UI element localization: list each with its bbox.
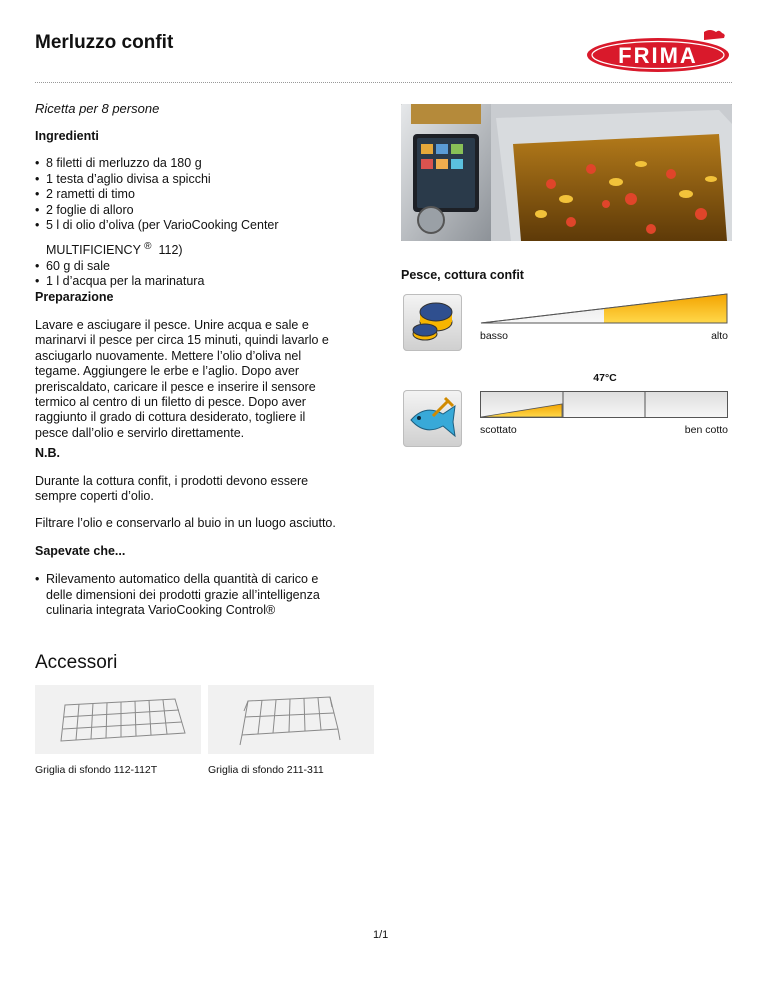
intensity-high-label: alto xyxy=(711,330,728,342)
temperature-label: 47°C xyxy=(593,372,617,384)
servings: Ricetta per 8 persone xyxy=(35,101,160,116)
nb-text-1: Durante la cottura confit, i prodotti devono essere sempre coperti d’olio. xyxy=(35,474,309,504)
logo-text: FRIMA xyxy=(618,43,698,68)
accessory-image xyxy=(35,685,201,754)
prep-text: Lavare e asciugare il pesce. Unire acqua e sale e marinarvi il pesce per circa 15 minuti, quindi lavarlo e asciugarlo nuovamente. Mettere l’olio d’oliva nel tegame. Aggiungere le erbe e l’aglio. Dopo aver preriscaldato, caricare il pesce e inserire il sensore termico al centro di un filetto di pesce. Dopo aver raggiunto il grado di cottura desiderato, togliere il pesce dall’olio e servirlo direttamente. xyxy=(35,318,329,440)
ingredients-list xyxy=(35,156,375,290)
fish-thermometer-icon xyxy=(403,390,462,447)
registered-mark: ® xyxy=(144,240,152,252)
list-item: • 1 l d’acqua per la marinatura xyxy=(35,274,375,290)
frima-logo xyxy=(586,28,731,74)
prep-heading: Preparazione xyxy=(35,290,114,304)
accessory-caption: Griglia di sfondo 211-311 xyxy=(208,764,324,776)
product-photo xyxy=(401,104,732,241)
page-number: 1/1 xyxy=(373,929,389,941)
doneness-right-label: ben cotto xyxy=(684,424,728,436)
grid-rack-icon xyxy=(35,685,201,754)
list-item: • Rilevamento automatico della quantità di carico e delle dimensioni dei prodotti grazie all’intelligenza culinaria integrata VarioCooking Control® xyxy=(35,572,340,619)
ingredient-cont-a: MULTIFICIENCY xyxy=(46,243,141,258)
cooking-label: Pesce, cottura confit xyxy=(401,268,524,282)
intensity-low-label: basso xyxy=(480,330,509,342)
nb-heading: N.B. xyxy=(35,446,60,460)
ingredient-cont-b: 112) xyxy=(158,243,183,258)
list-item xyxy=(35,218,375,258)
ingredient-continuation xyxy=(46,239,183,259)
doneness-bar xyxy=(480,391,729,419)
page-title: Merluzzo confit xyxy=(35,32,174,53)
nb-text-2: Filtrare l’olio e conservarlo al buio in un luogo asciutto. xyxy=(35,516,336,530)
grid-rack-feet-icon xyxy=(208,685,374,754)
didyouknow-list xyxy=(35,572,340,619)
ingredients-heading: Ingredienti xyxy=(35,129,99,143)
list-item: • 60 g di sale xyxy=(35,259,375,275)
accessories-heading: Accessori xyxy=(35,652,118,673)
intensity-tile xyxy=(403,294,462,351)
doneness-tile xyxy=(403,390,462,447)
ingredient-text: 5 l di olio d’oliva (per VarioCooking Center xyxy=(46,218,279,233)
list-item: • 2 rametti di timo xyxy=(35,187,375,203)
intensity-fill xyxy=(604,294,727,323)
list-item: • 1 testa d’aglio divisa a spicchi xyxy=(35,172,375,188)
didyouknow-heading: Sapevate che... xyxy=(35,544,126,558)
doneness-left-label: scottato xyxy=(480,424,517,436)
list-item: • 8 filetti di merluzzo da 180 g xyxy=(35,156,375,172)
accessory-image xyxy=(208,685,374,754)
pan-icon xyxy=(403,294,462,351)
intensity-bar xyxy=(480,293,729,325)
header-divider xyxy=(35,82,732,83)
accessory-caption: Griglia di sfondo 112-112T xyxy=(35,764,158,776)
list-item: • 2 foglie di alloro xyxy=(35,203,375,219)
